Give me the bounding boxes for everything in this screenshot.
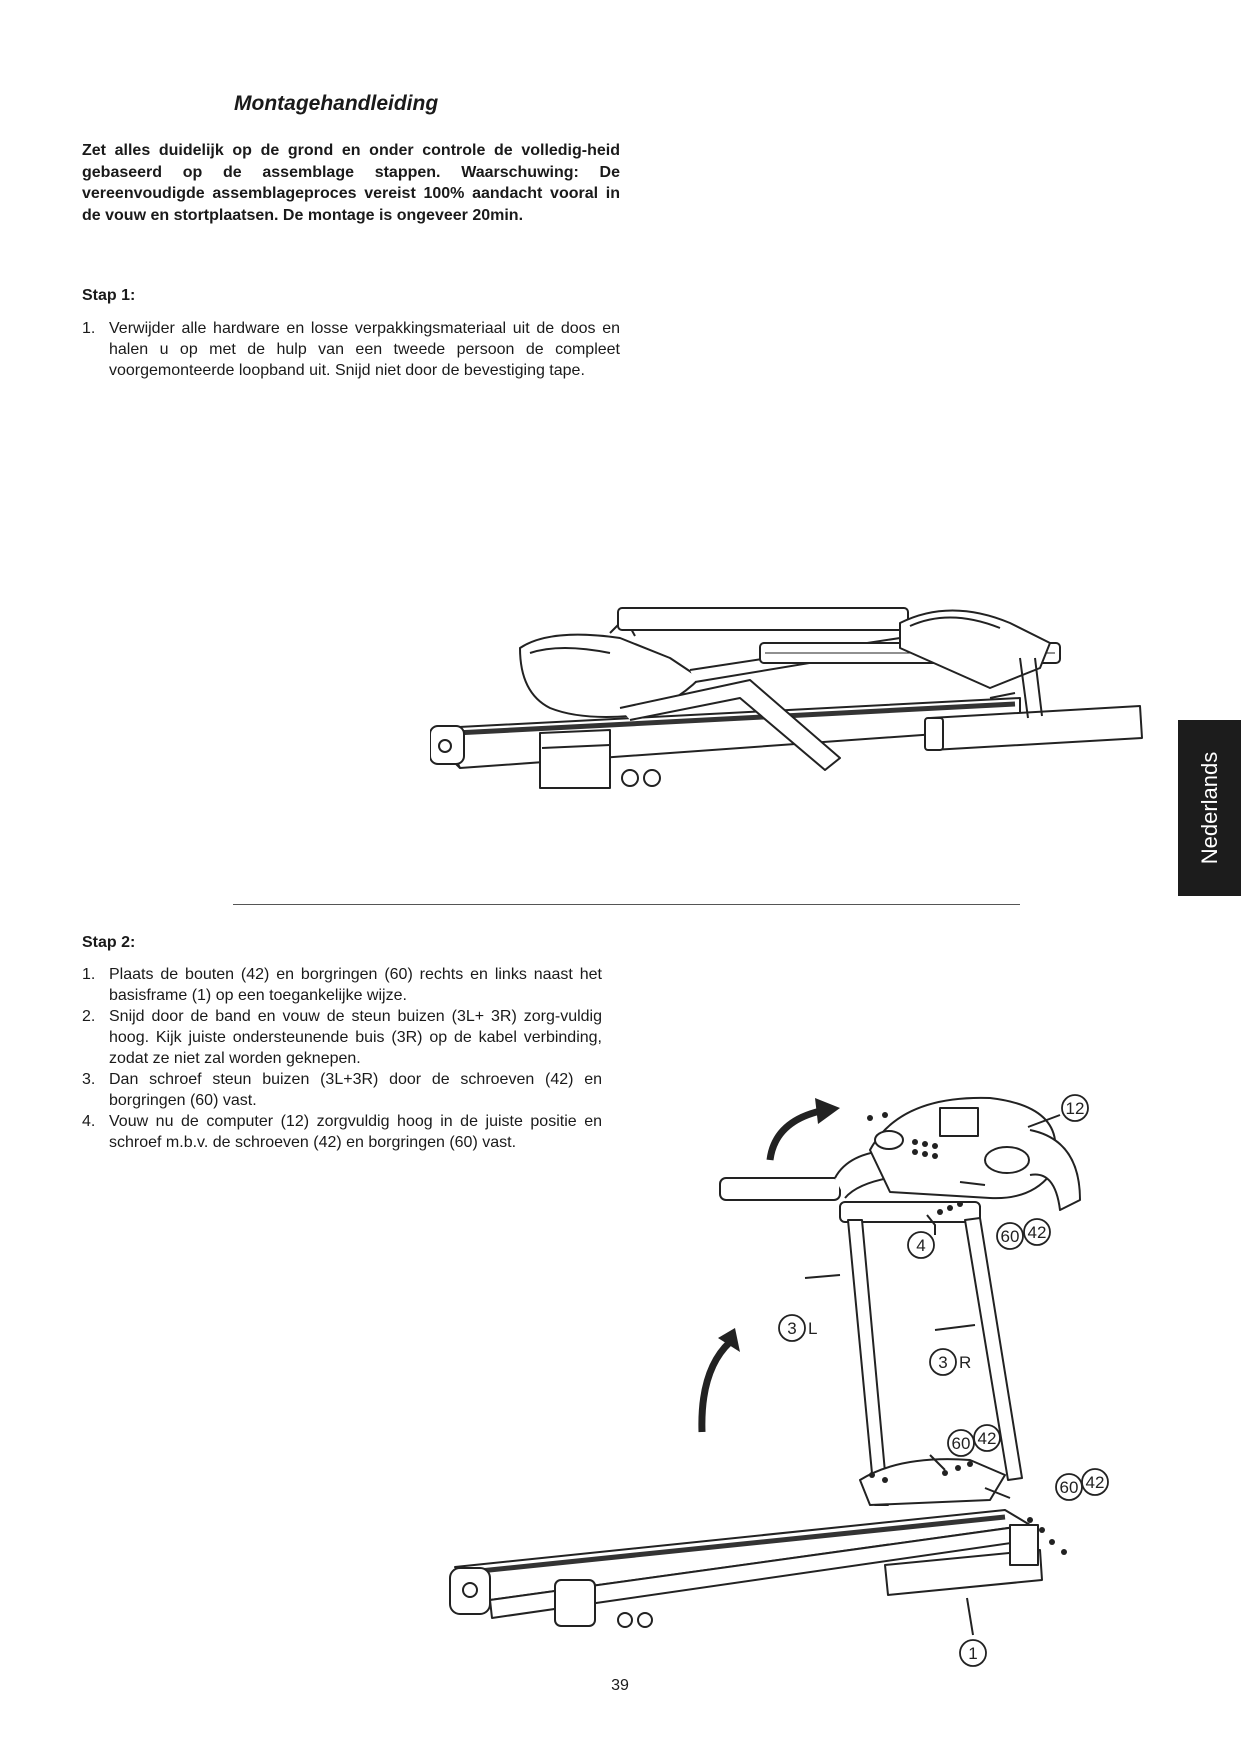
page-title: Montagehandleiding	[234, 92, 439, 115]
language-tab	[1178, 720, 1241, 896]
list-text: Vouw nu de computer (12) zorgvuldig hoog in de juiste positie en schroef m.b.v. de schroeven (42) en borgringen (60) vast.	[109, 1113, 602, 1151]
list-item	[82, 964, 602, 1006]
callout-label: 1	[968, 1644, 978, 1663]
callout-label: 60	[1059, 1478, 1079, 1497]
callout-suffix: L	[808, 1319, 818, 1338]
list-number: 3.	[82, 1071, 96, 1088]
callout-label: 3	[787, 1319, 797, 1338]
callout-label: 12	[1065, 1099, 1085, 1118]
language-tab-label: Nederlands	[1196, 751, 1222, 865]
callout-suffix: R	[959, 1353, 972, 1372]
step1-heading: Stap 1:	[82, 287, 136, 304]
page-number: 39	[611, 1677, 629, 1694]
list-number: 4.	[82, 1113, 96, 1130]
callout-label: 42	[1027, 1223, 1047, 1242]
section-divider	[233, 904, 1020, 905]
list-text: Dan schroef steun buizen (3L+3R) door de schroeven (42) en borgringen (60) vast.	[109, 1071, 602, 1109]
list-item	[82, 1006, 602, 1069]
callout-label: 60	[951, 1434, 971, 1453]
list-text: Plaats de bouten (42) en borgringen (60) rechts en links naast het basisframe (1) op een toegankelijke wijze.	[109, 966, 602, 1004]
callout-label: 42	[977, 1429, 997, 1448]
callout-label: 4	[916, 1236, 926, 1255]
step2-heading: Stap 2:	[82, 934, 136, 951]
intro-text: Zet alles duidelijk op de grond en onder controle de volledig-heid gebaseerd op de assemblage stappen. Waarschuwing: De vereenvoudigde assemblageproces vereist 100% aandacht vooral in de vouw en stortplaatsen. De montage is ongeveer 20min.	[82, 142, 620, 224]
list-text: Verwijder alle hardware en losse verpakkingsmateriaal uit de doos en halen u op met de hulp van een tweede persoon de compleet voorgemonteerde loopband uit. Snijd niet door de bevestiging tape.	[109, 320, 620, 379]
intro-paragraph	[82, 140, 620, 226]
fold-arrow-bottom	[702, 1342, 730, 1432]
callout-label: 42	[1085, 1473, 1105, 1492]
list-text: Snijd door de band en vouw de steun buizen (3L+ 3R) zorg-vuldig hoog. Kijk juiste ondersteunende buis (3R) op de kabel verbinding, zodat ze niet zal worden geknepen.	[109, 1008, 602, 1067]
list-item	[82, 318, 620, 381]
list-number: 1.	[82, 320, 96, 337]
fold-arrow-top	[770, 1110, 825, 1160]
callout-label: 60	[1000, 1227, 1020, 1246]
callout-label: 3	[938, 1353, 948, 1372]
list-number: 1.	[82, 966, 96, 983]
folded-treadmill-illustration	[430, 598, 1150, 798]
step1-list	[82, 318, 620, 381]
assembly-diagram	[430, 1080, 1150, 1670]
list-number: 2.	[82, 1008, 96, 1025]
